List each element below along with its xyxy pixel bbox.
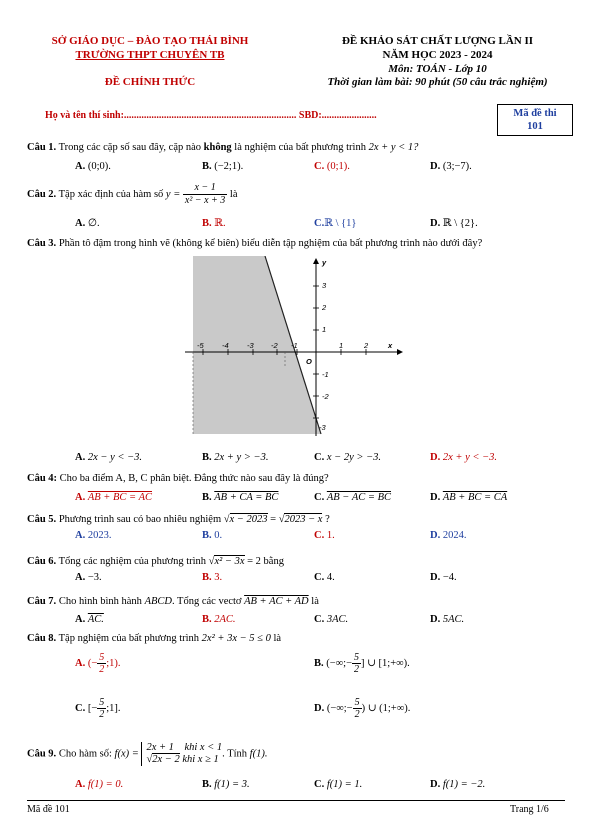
q5-option-b[interactable]: B. 0. — [202, 530, 223, 541]
y-tick-neg1: -1 — [322, 370, 329, 379]
q6-option-d[interactable]: D. −4. — [430, 572, 457, 583]
question-2: Câu 2. Tập xác định của hàm số y = $\frac{x - 1}{\text{x² − x + 3}}$ là — [27, 182, 238, 206]
question-1: Câu 1. Trong các cặp số sau đây, cặp nào không là nghiệm của bất phương trình 2x + y < 1? — [27, 142, 419, 153]
q4-option-a[interactable]: A. AB + BC = AC — [75, 492, 152, 503]
x-axis-label: x — [388, 341, 393, 350]
q1-option-a[interactable]: A. (0;0). — [75, 161, 111, 172]
exam-code-box — [497, 104, 573, 136]
exam-time: Thời gian làm bài: 90 phút (50 câu trắc nghiệm) — [327, 76, 548, 88]
q9-option-c[interactable]: C. f(1) = 1. — [314, 779, 363, 790]
exam-code-label: Mã đề thi — [513, 108, 557, 119]
q9-option-b[interactable]: B. f(1) = 3. — [202, 779, 250, 790]
q3-option-b[interactable]: B. 2x + y > −3. — [202, 452, 269, 463]
q5-option-c[interactable]: C. 1. — [314, 530, 335, 541]
q7-option-b[interactable]: B. 2AC. — [202, 614, 236, 625]
q7-option-a[interactable]: A. AC. — [75, 614, 104, 625]
exam-title: ĐỀ KHẢO SÁT CHẤT LƯỢNG LẦN II — [341, 35, 534, 47]
q9-piecewise: 2x + 1 khi x < 1 √2x − 2 khi x ≥ 1 — [141, 742, 222, 766]
exam-code: 101 — [527, 121, 543, 132]
x-tick-1: 1 — [339, 341, 344, 350]
q3-option-a[interactable]: A. 2x − y < −3. — [75, 452, 143, 463]
question-5: Câu 5. Phương trình sau có bao nhiêu nghiệm √x − 2023 = √2023 − x ? — [27, 514, 330, 525]
q1-option-d[interactable]: D. (3;−7). — [430, 161, 472, 172]
q6-option-b[interactable]: B. 3. — [202, 572, 223, 583]
school-name: TRƯỜNG THPT CHUYÊN TB — [75, 49, 225, 61]
q7-option-c[interactable]: C. 3AC. — [314, 614, 349, 625]
y-axis-label: y — [322, 258, 327, 267]
x-tick-neg1: -1 — [291, 341, 298, 350]
q4-option-b[interactable]: B. AB + CA = BC — [202, 492, 279, 503]
question-7: Câu 7. Cho hình bình hành ABCD. Tổng các vectơ AB + AC + AD là — [27, 596, 319, 607]
q2-option-a[interactable]: A. ∅. — [75, 218, 100, 229]
y-tick-neg2: -2 — [322, 392, 329, 401]
inequality-graph — [185, 256, 410, 441]
dept-name: SỞ GIÁO DỤC – ĐÀO TẠO THÁI BÌNH — [51, 35, 249, 47]
q3-option-d[interactable]: D. 2x + y < −3. — [430, 452, 498, 463]
footer-page: Trang 1/6 — [510, 804, 549, 815]
x-tick-neg5: -5 — [197, 341, 204, 350]
question-9: Câu 9. Cho hàm số: f(x) = 2x + 1 khi x < 1 √2x − 2 khi x ≥ 1 . Tính f(1). — [27, 742, 268, 765]
q9-option-d[interactable]: D. f(1) = −2. — [430, 779, 486, 790]
q8-option-c[interactable]: C. [− $\frac{5}{2}$ ;1]. — [75, 697, 121, 720]
exam-subject: Môn: TOÁN - Lớp 10 — [388, 63, 487, 75]
q8-option-b[interactable]: B. (−∞;− $\frac{5}{2}$ ] ∪ [1;+∞). — [314, 652, 410, 675]
q1-option-c[interactable]: C. (0;1). — [314, 161, 350, 172]
shaded-region — [193, 256, 321, 434]
footer-code: Mã đề 101 — [27, 804, 70, 815]
origin-label: O — [306, 357, 312, 366]
q8-option-d[interactable]: D. (−∞;− $\frac{5}{2}$ ) ∪ (1;+∞). — [314, 697, 411, 720]
q6-option-a[interactable]: A. −3. — [75, 572, 102, 583]
x-tick-neg4: -4 — [222, 341, 229, 350]
y-axis-arrow — [313, 258, 319, 264]
q9-option-a[interactable]: A. f(1) = 0. — [75, 779, 124, 790]
q5-option-a[interactable]: A. 2023. — [75, 530, 112, 541]
q4-option-c[interactable]: C. AB − AC = BC — [314, 492, 391, 503]
y-tick-3: 3 — [322, 281, 327, 290]
question-3: Câu 3. Phần tô đậm trong hình vẽ (không kể biên) biểu diễn tập nghiệm của bất phương trình nào dưới đây? — [27, 238, 483, 249]
y-tick-1: 1 — [322, 325, 327, 334]
x-tick-neg3: -3 — [247, 341, 254, 350]
q2-fraction: $\frac{x - 1}{\text{x² − x + 3}}$ — [184, 182, 226, 206]
q2-option-c[interactable]: C.ℝ \ {1} — [314, 218, 357, 229]
q6-option-c[interactable]: C. 4. — [314, 572, 335, 583]
question-4: Câu 4: Cho ba điểm A, B, C phân biệt. Đẳng thức nào sau đây là đúng? — [27, 473, 329, 484]
q7-option-d[interactable]: D. 5AC. — [430, 614, 465, 625]
q4-option-d[interactable]: D. AB + BC = CA — [430, 492, 508, 503]
official-label: ĐỀ CHÍNH THỨC — [104, 76, 196, 88]
x-tick-neg2: -2 — [271, 341, 278, 350]
q8-option-a[interactable]: A. (− $\frac{5}{2}$ ;1). — [75, 652, 121, 675]
question-8: Câu 8. Tập nghiệm của bất phương trình 2x² + 3x − 5 ≤ 0 là — [27, 633, 282, 644]
x-tick-2: 2 — [364, 341, 369, 350]
q1-option-b[interactable]: B. (−2;1). — [202, 161, 244, 172]
q2-option-d[interactable]: D. ℝ \ {2}. — [430, 218, 478, 229]
question-6: Câu 6. Tổng các nghiệm của phương trình √x² − 3x = 2 bằng — [27, 556, 284, 567]
q2-option-b[interactable]: B. ℝ. — [202, 218, 226, 229]
student-info-line: Họ và tên thí sinh:..................................................................... SBD:...................... — [45, 110, 377, 121]
footer-divider — [27, 800, 565, 801]
x-axis-arrow — [397, 349, 403, 355]
exam-year: NĂM HỌC 2023 - 2024 — [382, 49, 493, 61]
q3-option-c[interactable]: C. x − 2y > −3. — [314, 452, 382, 463]
q5-option-d[interactable]: D. 2024. — [430, 530, 467, 541]
y-tick-2: 2 — [322, 303, 327, 312]
y-tick-neg3: -3 — [319, 423, 326, 432]
